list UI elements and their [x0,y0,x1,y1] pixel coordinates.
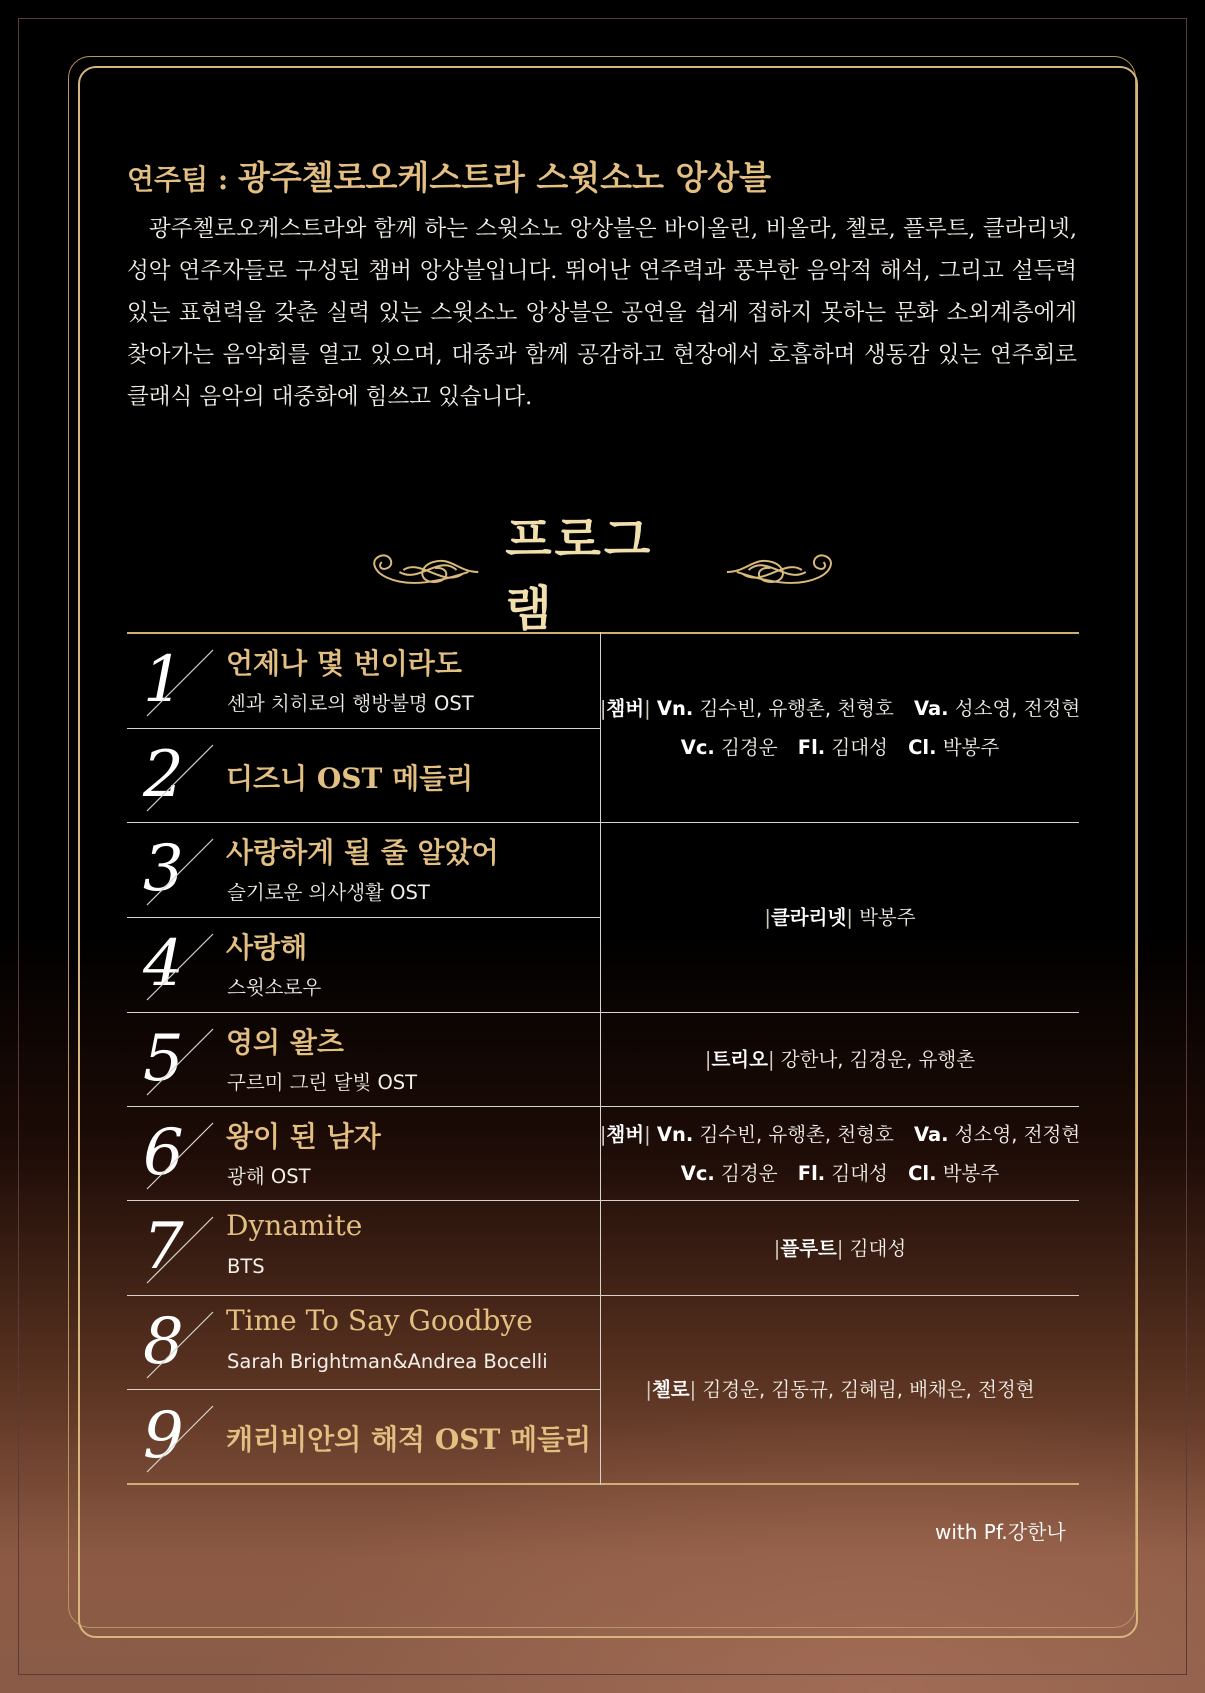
group-label: 클라리넷 [770,906,847,929]
group-label: 챔버 [606,697,645,720]
instrument-label: Cl. [908,736,937,759]
instrument-label: Vn. [656,1122,694,1146]
slash-icon [145,1215,215,1285]
instrument-label: Fl. [797,1161,826,1185]
item-number: 3 [143,832,184,906]
instrument-label: Va. [913,697,949,720]
performer-names: 박봉주 [859,906,916,929]
performers-trio [601,1013,1079,1106]
instrument-label: Fl. [797,736,826,759]
performers-clarinet [601,823,1079,1012]
song-title: Time To Say Goodbye [226,1304,533,1337]
song-title: 왕이 된 남자 [226,1120,381,1153]
right-flourish-icon [722,548,845,592]
song-title: Dynamite [226,1209,363,1242]
song-title: 디즈니 OST 메들리 [226,762,474,795]
performer-line: |첼로| 김경운, 김동규, 김혜림, 배채은, 전정현 [645,1378,1035,1401]
song-title: 영의 왈츠 [226,1026,344,1059]
item-number: 9 [143,1399,184,1473]
instrument-label: Vc. [680,1161,715,1185]
song-subtitle: 센과 치히로의 행방불명 OST [227,692,474,715]
program-item [127,729,600,823]
item-number: 1 [143,643,184,717]
program-item [127,918,600,1012]
left-flourish-icon [360,548,483,592]
group-label: 트리오 [711,1048,768,1071]
slash-icon [145,1404,215,1474]
program-item [127,1013,600,1107]
instrument-label: Vc. [680,736,715,759]
performer-names: 김대성 [831,736,888,759]
instrument-label: Vn. [656,697,694,720]
slash-icon [145,932,215,1002]
performers-chamber [601,1107,1079,1200]
program-item [127,634,600,728]
performer-line: |클라리넷| 박봉주 [764,906,916,929]
program-item [127,1201,600,1295]
instrument-label: Va. [913,1122,949,1146]
performers-flute [601,1201,1079,1295]
song-subtitle: 슬기로운 의사생활 OST [227,881,430,904]
performer-names: 성소영, 전정현 [954,1122,1081,1146]
slash-icon [145,1121,215,1191]
song-subtitle: Sarah Brightman&Andrea Bocelli [227,1350,548,1373]
performer-names: 김수빈, 유행촌, 천형호 [699,1122,894,1146]
performer-names: 김경운 [721,736,778,759]
ensemble-description: 광주첼로오케스트라와 함께 하는 스윗소노 앙상블은 바이올린, 비올라, 첼로, 플루트, 클라리넷, 성악 연주자들로 구성된 챔버 앙상블입니다. 뛰어난 연주력과 풍부한 음악적 해석, 그리고 설득력 있는 표현력을 갖춘 실력 있는 스윗소노 앙상블은 공연을 쉽게 접하지 못하는 문화 소외계층에게 찾아가는 음악회를 열고 있으며, 대중과 함께 공감하고 현장에서 호흡하며 생동감 있는 연주회로 클래식 음악의 대중화에 힘쓰고 있습니다. [127,216,1077,410]
instrument-label: Cl. [908,1161,937,1185]
performers-chamber [601,634,1079,822]
item-number: 6 [143,1116,184,1190]
slash-icon [145,1027,215,1097]
item-number: 2 [143,738,184,812]
slash-icon [145,837,215,907]
slash-icon [145,743,215,813]
performer-names: 강한나, 김경운, 유행촌 [780,1048,976,1071]
song-title: 캐리비안의 해적 OST 메들리 [226,1423,592,1456]
song-title: 언제나 몇 번이라도 [226,647,462,680]
program-title: 프로그램 [505,512,654,637]
performer-names: 성소영, 전정현 [954,697,1081,720]
item-number: 7 [143,1210,184,1284]
program-item [127,1296,600,1390]
pianist-note: with Pf.강한나 [935,1520,1066,1544]
item-number: 8 [143,1305,184,1379]
performer-names: 김경운 [721,1161,778,1185]
song-title: 사랑하게 될 줄 알았어 [226,836,499,869]
performer-line: |플루트| 김대성 [773,1236,907,1260]
performer-names: 김대성 [831,1161,888,1185]
item-number: 5 [143,1022,184,1096]
group-label: 챔버 [606,1122,645,1146]
performer-names: 박봉주 [942,1161,1000,1185]
program-table [127,632,1079,1485]
program-item [127,1390,600,1484]
performer-line: |챔버| Vn. 김수빈, 유행촌, 천형호 Va. 성소영, 전정현 [599,697,1081,720]
group-label: 플루트 [780,1236,837,1260]
slash-icon [145,1310,215,1380]
ensemble-heading [127,152,771,199]
performers-cello [601,1296,1079,1483]
performer-line [681,1154,999,1193]
program-title-block [360,512,845,637]
group-label: 첼로 [651,1378,690,1401]
song-subtitle: 스윗소로우 [227,976,322,999]
item-number: 4 [143,927,184,1001]
program-item [127,823,600,917]
performer-names: 김경운, 김동규, 김혜림, 배채은, 전정현 [702,1378,1035,1401]
program-item [127,1107,600,1201]
ensemble-name: 광주첼로오케스트라 스윗소노 앙상블 [237,158,772,197]
slash-icon [145,648,215,718]
song-title: 사랑해 [226,931,308,964]
performer-names: 김대성 [849,1236,907,1260]
song-subtitle: 구르미 그린 달빛 OST [227,1071,418,1094]
performer-line: |트리오| 강한나, 김경운, 유행촌 [704,1048,976,1071]
performer-line: |챔버| Vn. 김수빈, 유행촌, 천형호 Va. 성소영, 전정현 [599,1122,1081,1146]
song-subtitle: BTS [227,1255,265,1278]
ensemble-label: 연주팀 : [127,163,238,196]
performer-names: 박봉주 [942,736,1000,759]
song-subtitle: 광해 OST [227,1165,311,1188]
performer-names: 김수빈, 유행촌, 천형호 [699,697,894,720]
performer-line [681,728,999,767]
